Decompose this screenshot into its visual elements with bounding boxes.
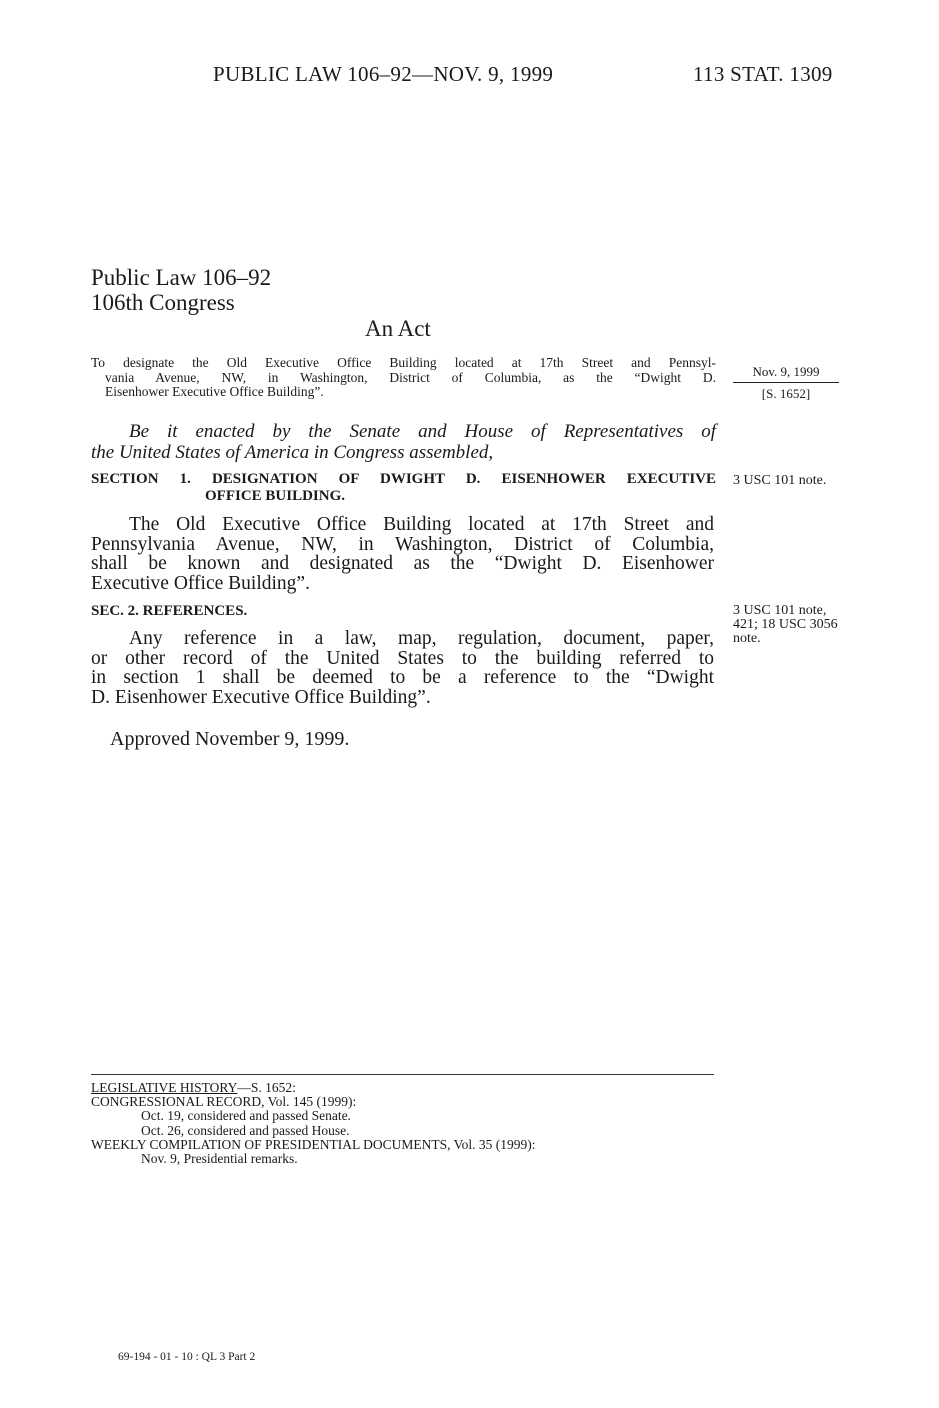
body-line: D. Eisenhower Executive Office Building”. xyxy=(91,686,431,708)
body-line: or other record of the United States to the building referred to xyxy=(91,647,714,669)
section-heading-line: SECTION 1. DESIGNATION OF DWIGHT D. EISENHOWER EXECUTIVE xyxy=(91,471,716,487)
act-purpose-line: Eisenhower Executive Office Building”. xyxy=(105,384,324,399)
footnote-divider xyxy=(91,1074,714,1075)
section-heading-line: OFFICE BUILDING. xyxy=(205,488,346,504)
house-action: Oct. 26, considered and passed House. xyxy=(141,1122,350,1138)
enactment-date: Nov. 9, 1999 xyxy=(752,364,820,379)
act-purpose xyxy=(91,356,716,400)
section-2-heading: SEC. 2. REFERENCES. xyxy=(91,603,248,619)
section-2-margin-note: 3 USC 101 note, 421; 18 USC 3056 note. xyxy=(733,603,838,646)
body-line: Any reference in a law, map, regulation, document, paper, xyxy=(129,628,714,649)
enacting-clause-line: the United States of America in Congress assembled, xyxy=(91,442,494,463)
senate-action: Oct. 19, considered and passed Senate. xyxy=(141,1108,351,1124)
law-number-title: Public Law 106–92 xyxy=(91,265,272,290)
act-purpose-line: vania Avenue, NW, in Washington, District of Columbia, as the “Dwight D. xyxy=(105,369,716,385)
margin-rule xyxy=(733,382,839,383)
approval-date: Approved November 9, 1999. xyxy=(110,728,350,750)
congress-title: 106th Congress xyxy=(91,290,235,315)
body-line: in section 1 shall be deemed to be a reference to the “Dwight xyxy=(91,667,714,688)
presidential-remarks: Nov. 9, Presidential remarks. xyxy=(141,1151,298,1167)
body-line: shall be known and designated as the “Dwight D. Eisenhower xyxy=(91,553,714,574)
body-line: Executive Office Building”. xyxy=(91,572,310,594)
printer-code: 69-194 - 01 - 10 : QL 3 Part 2 xyxy=(118,1351,256,1363)
section-2-body xyxy=(91,629,714,707)
section-1-body xyxy=(91,515,714,593)
congressional-record: CONGRESSIONAL RECORD, Vol. 145 (1999): xyxy=(91,1094,357,1110)
an-act-heading: An Act xyxy=(365,316,431,341)
legislative-history-label: LEGISLATIVE HISTORY xyxy=(91,1080,238,1095)
section-1-heading xyxy=(91,471,716,505)
enacting-clause-line: Be it enacted by the Senate and House of Representatives of xyxy=(129,421,716,442)
bill-number: [S. 1652] xyxy=(761,386,811,401)
running-header-left: PUBLIC LAW 106–92—NOV. 9, 1999 xyxy=(213,62,554,86)
legislative-history-title xyxy=(91,1081,731,1095)
weekly-compilation: WEEKLY COMPILATION OF PRESIDENTIAL DOCUMENTS, Vol. 35 (1999): xyxy=(91,1136,536,1152)
legislative-history xyxy=(91,1081,731,1166)
running-header-page-cite: 113 STAT. 1309 xyxy=(693,62,833,86)
body-line: Pennsylvania Avenue, NW, in Washington, District of Columbia, xyxy=(91,533,714,555)
body-line: The Old Executive Office Building located at 17th Street and xyxy=(129,514,714,535)
act-purpose-line: To designate the Old Executive Office Building located at 17th Street and Pennsyl- xyxy=(91,355,716,370)
margin-date-block xyxy=(733,364,839,402)
enacting-clause xyxy=(91,421,716,463)
section-1-margin-note: 3 USC 101 note. xyxy=(733,473,827,488)
legislative-history-bill: —S. 1652: xyxy=(237,1080,296,1095)
